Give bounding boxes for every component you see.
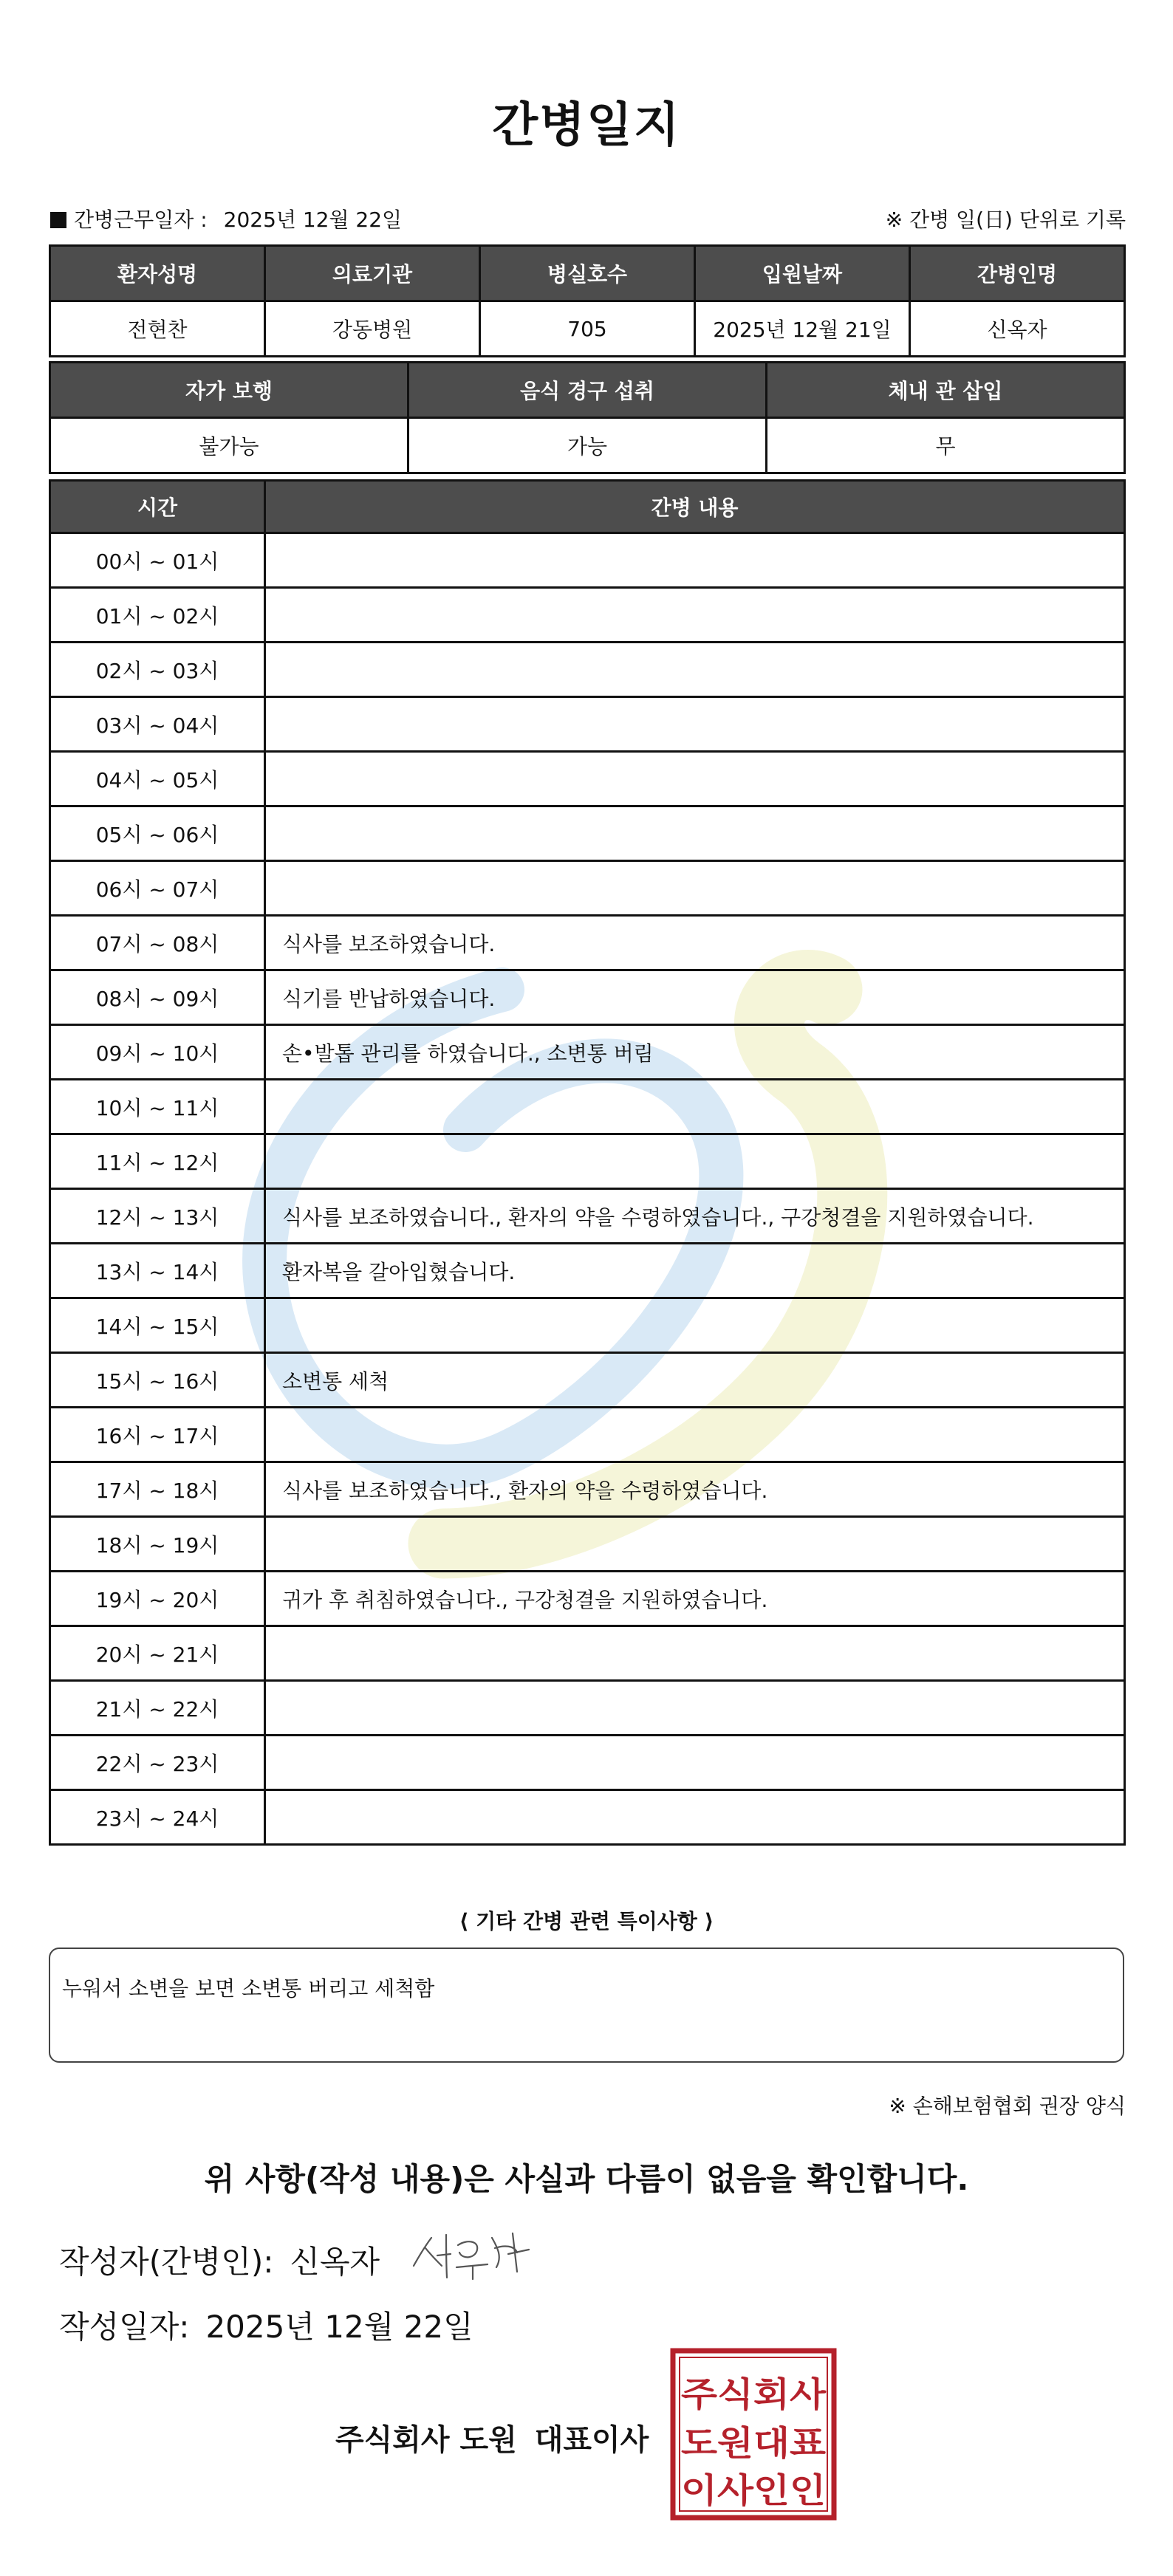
care-log-time: 07시 ~ 08시 — [50, 916, 265, 970]
care-log-note — [265, 861, 1125, 916]
care-log-note: 손•발톱 관리를 하였습니다., 소변통 버림 — [265, 1025, 1125, 1080]
company-representative-title: 대표이사 — [534, 2423, 649, 2457]
care-log-row — [50, 1681, 1125, 1736]
header-hospital: 의료기관 — [265, 246, 480, 301]
care-log-note: 식사를 보조하였습니다., 환자의 약을 수령하였습니다. — [265, 1462, 1125, 1517]
care-log-note — [265, 1736, 1125, 1790]
written-date-colon: : — [179, 2309, 190, 2345]
caregiver-name: 신옥자 — [910, 301, 1125, 357]
care-log-note — [265, 1681, 1125, 1736]
patient-info-header-row — [50, 246, 1125, 301]
care-log-row — [50, 1080, 1125, 1134]
written-date-value: 2025년 12월 22일 — [205, 2309, 473, 2345]
care-log-time: 23시 ~ 24시 — [50, 1790, 265, 1845]
care-log-note: 식기를 반납하였습니다. — [265, 970, 1125, 1025]
care-log-row — [50, 861, 1125, 916]
hospital-name: 강동병원 — [265, 301, 480, 357]
care-log-row — [50, 1353, 1125, 1408]
care-date-value: 2025년 12월 22일 — [223, 208, 403, 232]
header-tube-insertion: 체내 관 삽입 — [767, 363, 1125, 418]
svg-text:이사인인: 이사인인 — [681, 2470, 826, 2510]
care-log-row — [50, 533, 1125, 588]
care-log-row — [50, 1298, 1125, 1353]
written-date-line — [59, 2303, 473, 2347]
patient-status-table — [49, 361, 1126, 474]
tube-insertion-value: 무 — [767, 418, 1125, 473]
care-log-time: 06시 ~ 07시 — [50, 861, 265, 916]
oral-intake-value: 가능 — [408, 418, 767, 473]
handwritten-signature — [405, 2223, 538, 2289]
care-log-note — [265, 1298, 1125, 1353]
care-log-note — [265, 1134, 1125, 1189]
care-log-time: 21시 ~ 22시 — [50, 1681, 265, 1736]
header-room: 병실호수 — [480, 246, 695, 301]
care-date-label: 간병근무일자 : — [74, 208, 208, 232]
care-log-row — [50, 588, 1125, 643]
writer-name: 신옥자 — [290, 2244, 380, 2280]
care-log-table — [49, 479, 1126, 1846]
writer-line — [59, 2238, 380, 2282]
patient-status-header-row — [50, 363, 1125, 418]
care-log-row — [50, 1517, 1125, 1572]
header-care-content: 간병 내용 — [265, 481, 1125, 533]
care-log-time: 15시 ~ 16시 — [50, 1353, 265, 1408]
admission-date: 2025년 12월 21일 — [695, 301, 910, 357]
company-signature-line — [335, 2416, 649, 2459]
care-log-note: 식사를 보조하였습니다. — [265, 916, 1125, 970]
care-log-row — [50, 697, 1125, 752]
care-log-time: 14시 ~ 15시 — [50, 1298, 265, 1353]
special-notes-text: 누워서 소변을 보면 소변통 버리고 세척함 — [62, 1976, 435, 2001]
care-log-time: 08시 ~ 09시 — [50, 970, 265, 1025]
care-log-time: 12시 ~ 13시 — [50, 1189, 265, 1244]
care-log-row — [50, 1134, 1125, 1189]
care-log-row — [50, 1462, 1125, 1517]
header-oral-intake: 음식 경구 섭취 — [408, 363, 767, 418]
care-log-time: 18시 ~ 19시 — [50, 1517, 265, 1572]
care-log-row — [50, 1025, 1125, 1080]
care-log-time: 10시 ~ 11시 — [50, 1080, 265, 1134]
self-walking-value: 불가능 — [50, 418, 408, 473]
care-log-note — [265, 1790, 1125, 1845]
unit-note: ※ 간병 일(日) 단위로 기록 — [885, 208, 1126, 232]
care-log-note — [265, 643, 1125, 697]
care-log-row — [50, 1572, 1125, 1626]
care-log-time: 05시 ~ 06시 — [50, 806, 265, 861]
care-log-note — [265, 752, 1125, 806]
written-date-label: 작성일자 — [59, 2309, 179, 2345]
patient-name: 전현찬 — [50, 301, 265, 357]
svg-text:도원대표: 도원대표 — [681, 2423, 827, 2463]
writer-colon: : — [263, 2244, 274, 2280]
header-admission-date: 입원날짜 — [695, 246, 910, 301]
room-number: 705 — [480, 301, 695, 357]
care-log-row — [50, 752, 1125, 806]
care-date — [50, 204, 402, 233]
care-log-note — [265, 1517, 1125, 1572]
square-bullet-icon — [50, 212, 66, 228]
company-seal — [669, 2347, 838, 2521]
care-log-time: 00시 ~ 01시 — [50, 533, 265, 588]
care-log-row — [50, 1408, 1125, 1462]
care-log-row — [50, 1626, 1125, 1681]
care-log-row — [50, 1189, 1125, 1244]
confirmation-statement: 위 사항(작성 내용)은 사실과 다름이 없음을 확인합니다. — [204, 2161, 969, 2197]
care-log-row — [50, 916, 1125, 970]
header-patient-name: 환자성명 — [50, 246, 265, 301]
care-log-note: 환자복을 갈아입혔습니다. — [265, 1244, 1125, 1298]
care-log-body — [50, 533, 1125, 1845]
care-log-header-row — [50, 481, 1125, 533]
care-log-row — [50, 1244, 1125, 1298]
care-log-time: 13시 ~ 14시 — [50, 1244, 265, 1298]
company-name: 주식회사 도원 — [335, 2423, 517, 2457]
care-log-note — [265, 588, 1125, 643]
care-log-row — [50, 643, 1125, 697]
care-log-note — [265, 806, 1125, 861]
care-log-note: 식사를 보조하였습니다., 환자의 약을 수령하였습니다., 구강청결을 지원하였습니다. — [265, 1189, 1125, 1244]
care-log-note — [265, 533, 1125, 588]
care-log-note — [265, 1626, 1125, 1681]
care-log-row — [50, 806, 1125, 861]
patient-info-table — [49, 244, 1126, 357]
care-log-row — [50, 1790, 1125, 1845]
care-log-note — [265, 697, 1125, 752]
care-log-note: 귀가 후 취침하였습니다., 구강청결을 지원하였습니다. — [265, 1572, 1125, 1626]
special-notes-box — [49, 1948, 1124, 2063]
care-log-time: 17시 ~ 18시 — [50, 1462, 265, 1517]
care-log-note — [265, 1408, 1125, 1462]
care-log-time: 16시 ~ 17시 — [50, 1408, 265, 1462]
care-log-note: 소변통 세척 — [265, 1353, 1125, 1408]
care-log-time: 19시 ~ 20시 — [50, 1572, 265, 1626]
header-time: 시간 — [50, 481, 265, 533]
care-log-note — [265, 1080, 1125, 1134]
page-title: 간병일지 — [492, 98, 681, 153]
care-log-time: 09시 ~ 10시 — [50, 1025, 265, 1080]
care-log-row — [50, 1736, 1125, 1790]
form-source-note: ※ 손해보험협회 권장 양식 — [889, 2094, 1126, 2118]
care-log-time: 22시 ~ 23시 — [50, 1736, 265, 1790]
care-log-time: 04시 ~ 05시 — [50, 752, 265, 806]
care-log-time: 02시 ~ 03시 — [50, 643, 265, 697]
writer-label: 작성자(간병인) — [59, 2244, 264, 2280]
care-log-time: 11시 ~ 12시 — [50, 1134, 265, 1189]
header-self-walking: 자가 보행 — [50, 363, 408, 418]
care-log-time: 20시 ~ 21시 — [50, 1626, 265, 1681]
patient-status-value-row — [50, 418, 1125, 473]
care-log-time: 01시 ~ 02시 — [50, 588, 265, 643]
care-log-time: 03시 ~ 04시 — [50, 697, 265, 752]
patient-info-value-row — [50, 301, 1125, 357]
header-caregiver-name: 간병인명 — [910, 246, 1125, 301]
svg-text:주식회사: 주식회사 — [681, 2374, 827, 2414]
care-log-row — [50, 970, 1125, 1025]
special-notes-title: ⟨ 기타 간병 관련 특이사항 ⟩ — [459, 1909, 714, 1933]
